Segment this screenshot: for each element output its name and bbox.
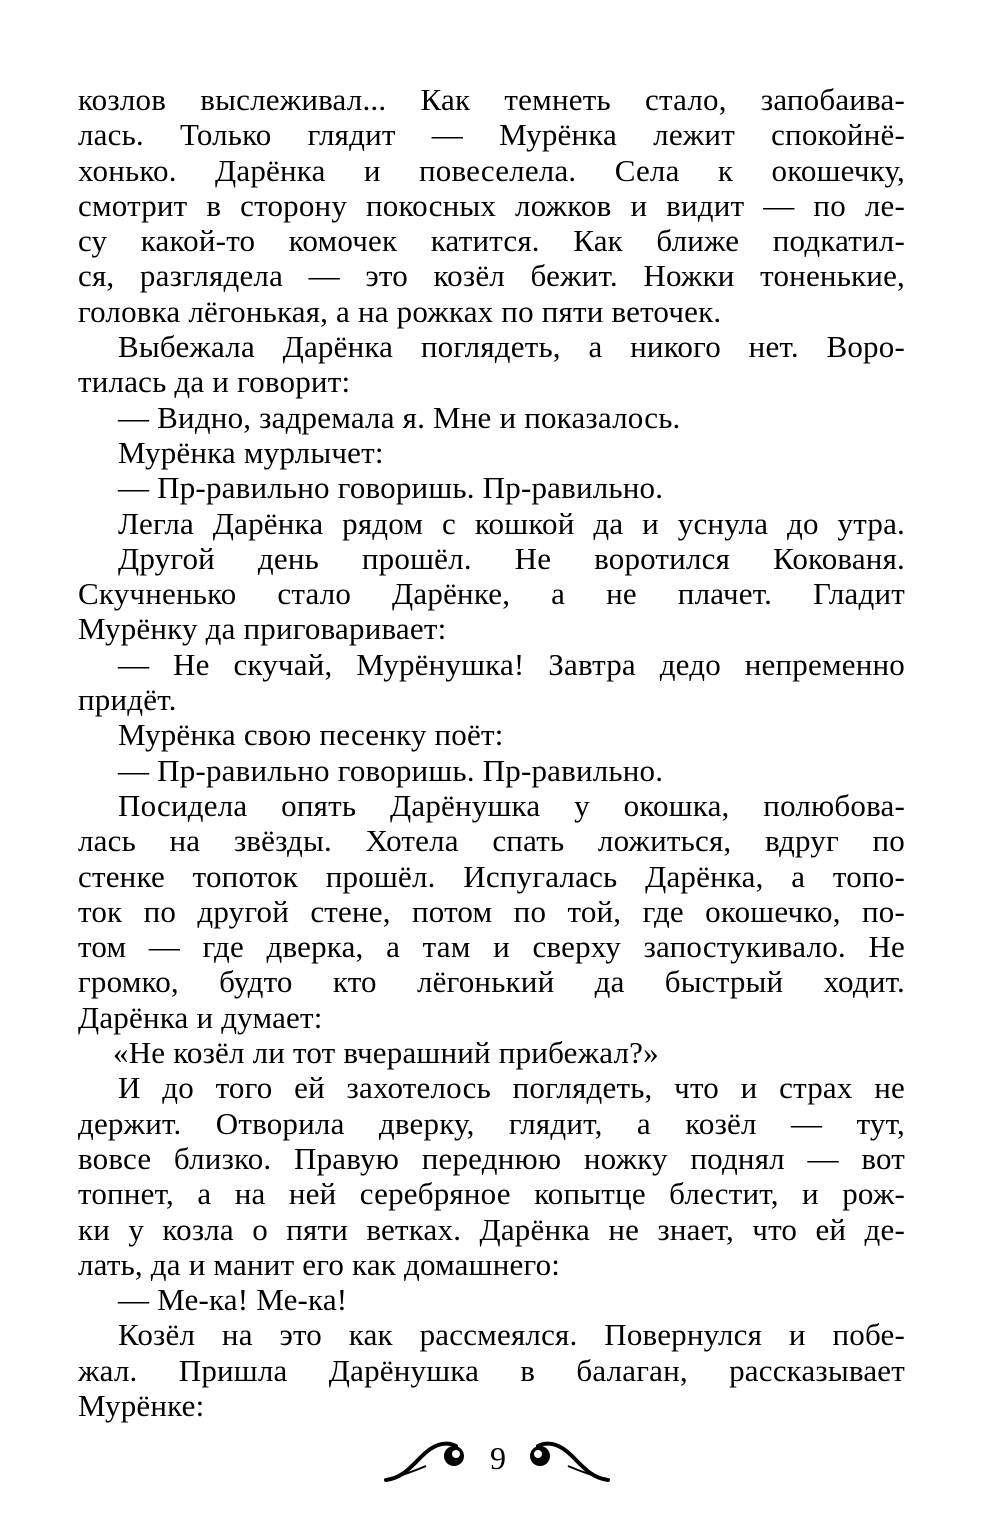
text-line: Посидела опять Дарёнушка у окошка, полюбова- <box>118 787 905 823</box>
text-line: Мурёнке: <box>78 1387 205 1423</box>
text-line: Дарёнка и думает: <box>78 999 323 1035</box>
page-footer <box>0 1432 1000 1492</box>
text-line: ся, разглядела — это козёл бежит. Ножки тоненькие, <box>78 258 905 294</box>
text-line: тилась да и говорит: <box>78 364 351 400</box>
dialogue-line: — Ме-ка! Ме-ка! <box>118 1282 348 1318</box>
body-text <box>78 82 905 1423</box>
text-line: головка лёгонькая, а на рожках по пяти веточек. <box>78 293 722 329</box>
text-line: Мурёнка мурлычет: <box>118 434 384 470</box>
dialogue-line: — Пр-равильно говоришь. Пр-равильно. <box>118 470 664 506</box>
swirl-ornament-left-icon <box>382 1432 472 1492</box>
text-line: смотрит в сторону покосных ложков и видит — по ле- <box>78 187 905 223</box>
text-line: Козёл на это как рассмеялся. Повернулся и побе- <box>118 1317 905 1353</box>
text-line: держит. Отворила дверку, глядит, а козёл — тут, <box>78 1105 905 1141</box>
dialogue-line: — Не скучай, Мурёнушка! Завтра дедо непременно <box>118 646 905 682</box>
text-line: ки у козла о пяти ветках. Дарёнка не знает, что ей де- <box>78 1211 905 1247</box>
text-line: топнет, а на ней серебряное копытце блестит, и рож- <box>78 1176 905 1212</box>
text-line: Мурёнку да приговаривает: <box>78 611 447 647</box>
text-line: Выбежала Дарёнка поглядеть, а никого нет. Воро- <box>118 329 905 365</box>
text-line: жал. Пришла Дарёнушка в балаган, рассказывает <box>78 1352 905 1388</box>
text-line: лась. Только глядит — Мурёнка лежит спокойнё- <box>78 117 905 153</box>
text-line: придёт. <box>78 682 177 718</box>
text-line: козлов выслеживал... Как темнеть стало, запобаива- <box>78 82 905 117</box>
text-line: лать, да и манит его как домашнего: <box>78 1246 561 1282</box>
text-line: лась на звёзды. Хотела спать ложиться, вдруг по <box>78 823 905 859</box>
dialogue-line: — Видно, задремала я. Мне и показалось. <box>118 399 681 435</box>
quoted-thought-line: «Не козёл ли тот вчерашний прибежал?» <box>113 1035 659 1071</box>
text-line: И до того ей захотелось поглядеть, что и страх не <box>118 1070 905 1106</box>
text-line: хонько. Дарёнка и повеселела. Села к окошечку, <box>78 152 905 188</box>
text-line: стенке топоток прошёл. Испугалась Дарёнка, а топо- <box>78 858 905 894</box>
page-number: 9 <box>490 1440 506 1476</box>
text-line: громко, будто кто лёгонький да быстрый ходит. <box>78 964 905 1000</box>
text-line: Другой день прошёл. Не воротился Кокованя. <box>118 540 905 576</box>
text-line: том — где дверка, а там и сверху запостукивало. Не <box>78 929 905 965</box>
text-line: ток по другой стене, потом по той, где окошечко, по- <box>78 893 905 929</box>
text-line: Легла Дарёнка рядом с кошкой да и уснула до утра. <box>118 505 905 541</box>
swirl-ornament-right-icon <box>522 1432 612 1492</box>
text-line: Мурёнка свою песенку поёт: <box>118 717 504 753</box>
text-line: Скучненько стало Дарёнке, а не плачет. Гладит <box>78 576 905 612</box>
dialogue-line: — Пр-равильно говоришь. Пр-равильно. <box>118 752 664 788</box>
text-line: вовсе близко. Правую переднюю ножку поднял — вот <box>78 1140 905 1176</box>
text-line: су какой-то комочек катится. Как ближе подкатил- <box>78 223 905 259</box>
